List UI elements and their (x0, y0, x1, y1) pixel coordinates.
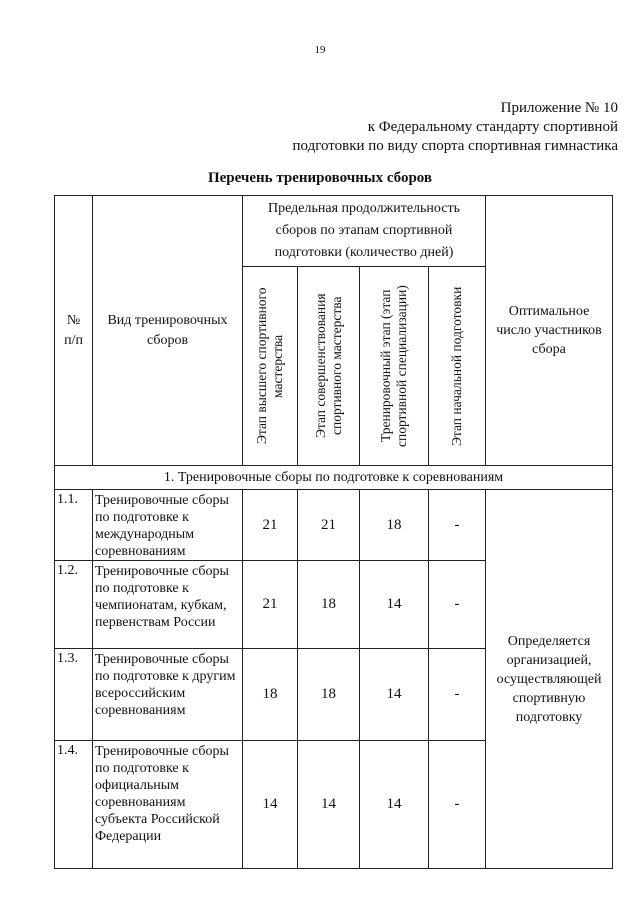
header-stage-4-text: Этап начальной подготовки (449, 286, 465, 446)
row-value-stage-4: - (429, 741, 486, 869)
header-stage-3-text: Тренировочный этап (этап спортивной специализации) (378, 285, 409, 447)
header-stage-2-text: Этап совершенствования спортивного мастерства (312, 293, 344, 439)
header-type-text: Вид тренировочных сборов (107, 312, 228, 348)
training-camps-table (54, 195, 613, 869)
header-stage-2 (298, 267, 360, 466)
row-value-stage-1: 21 (243, 561, 298, 649)
appendix-line-1: Приложение № 10 (500, 100, 618, 116)
row-number: 1.3. (55, 649, 93, 741)
row-value-stage-4: - (429, 490, 486, 561)
table-row (55, 490, 613, 561)
page-number: 19 (314, 44, 326, 56)
row-value-stage-4: - (429, 561, 486, 649)
row-value-stage-1: 14 (243, 741, 298, 869)
row-value-stage-3: 18 (360, 490, 429, 561)
row-value-stage-2: 21 (298, 490, 360, 561)
row-type: Тренировочные сборы по подготовке к чемпионатам, кубкам, первенствам России (93, 561, 243, 649)
document-title: Перечень тренировочных сборов (207, 170, 433, 186)
optimal-participants-value (486, 490, 613, 869)
row-value-stage-2: 14 (298, 741, 360, 869)
header-stage-1-text: Этап высшего спортивного мастерства (254, 287, 285, 445)
header-optimal-text: Оптимальное число участников сбора (496, 304, 602, 357)
header-number (55, 196, 93, 466)
row-value-stage-1: 21 (243, 490, 298, 561)
section-title: 1. Тренировочные сборы по подготовке к соревнованиям (55, 466, 613, 490)
row-value-stage-3: 14 (360, 649, 429, 741)
row-type: Тренировочные сборы по подготовке к международным соревнованиям (93, 490, 243, 561)
row-number: 1.4. (55, 741, 93, 869)
appendix-header (292, 99, 618, 156)
appendix-line-2: к Федеральному стандарту спортивной (367, 119, 618, 135)
row-value-stage-1: 18 (243, 649, 298, 741)
header-number-text: № п/п (64, 312, 83, 348)
appendix-line-3: подготовки по виду спорта спортивная гимнастика (292, 138, 618, 154)
row-value-stage-3: 14 (360, 561, 429, 649)
row-value-stage-3: 14 (360, 741, 429, 869)
row-value-stage-2: 18 (298, 649, 360, 741)
header-stage-3 (360, 267, 429, 466)
header-stage-4 (429, 267, 486, 466)
row-type: Тренировочные сборы по подготовке к другим всероссийским соревнованиям (93, 649, 243, 741)
row-value-stage-4: - (429, 649, 486, 741)
header-type (93, 196, 243, 466)
row-type: Тренировочные сборы по подготовке к официальным соревнованиям субъекта Российской Федерации (93, 741, 243, 869)
optimal-participants-text: Определяется организацией, осуществляющей спортивную подготовку (496, 633, 602, 725)
row-value-stage-2: 18 (298, 561, 360, 649)
row-number: 1.2. (55, 561, 93, 649)
header-stage-1 (243, 267, 298, 466)
header-duration-group: Предельная продолжительность сборов по этапам спортивной подготовки (количество дней) (243, 196, 486, 267)
row-number: 1.1. (55, 490, 93, 561)
header-optimal (486, 196, 613, 466)
